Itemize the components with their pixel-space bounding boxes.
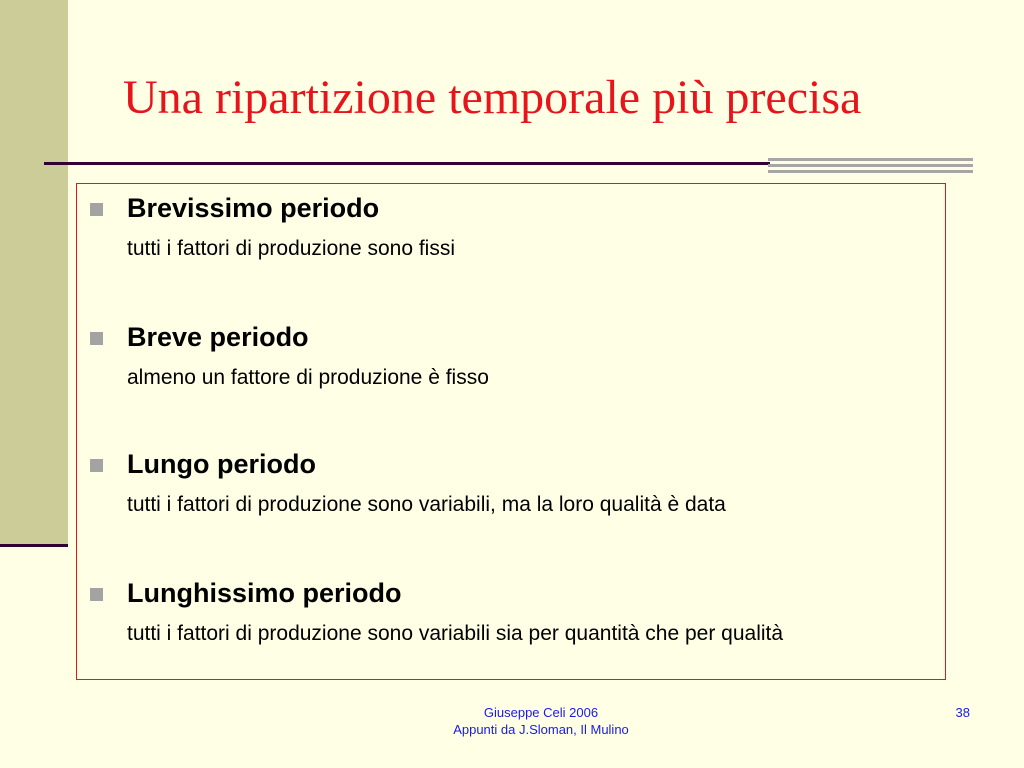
square-bullet-icon: [90, 588, 103, 601]
content-box: [76, 183, 946, 680]
item-description: tutti i fattori di produzione sono variabili sia per quantità che per qualità: [127, 622, 784, 645]
left-decorative-band: [0, 0, 68, 545]
footer-credits: [400, 704, 682, 738]
item-description: almeno un fattore di produzione è fisso: [127, 366, 489, 389]
left-band-rule: [0, 544, 68, 547]
title-underline-rule: [44, 162, 770, 165]
footer-source: Appunti da J.Sloman, Il Mulino: [453, 722, 629, 737]
square-bullet-icon: [90, 459, 103, 472]
item-description: tutti i fattori di produzione sono fissi: [127, 237, 456, 260]
page-number: 38: [955, 705, 970, 720]
item-description: tutti i fattori di produzione sono variabili, ma la loro qualità è data: [127, 493, 726, 516]
decorative-grey-bars: [768, 158, 973, 179]
slide-title: Una ripartizione temporale più precisa: [123, 71, 862, 124]
footer-author: Giuseppe Celi 2006: [483, 705, 599, 720]
square-bullet-icon: [90, 332, 103, 345]
item-heading: Brevissimo periodo: [127, 193, 380, 223]
item-heading: Lungo periodo: [127, 449, 316, 479]
item-heading: Lunghissimo periodo: [127, 578, 402, 608]
square-bullet-icon: [90, 203, 103, 216]
item-heading: Breve periodo: [127, 322, 309, 352]
